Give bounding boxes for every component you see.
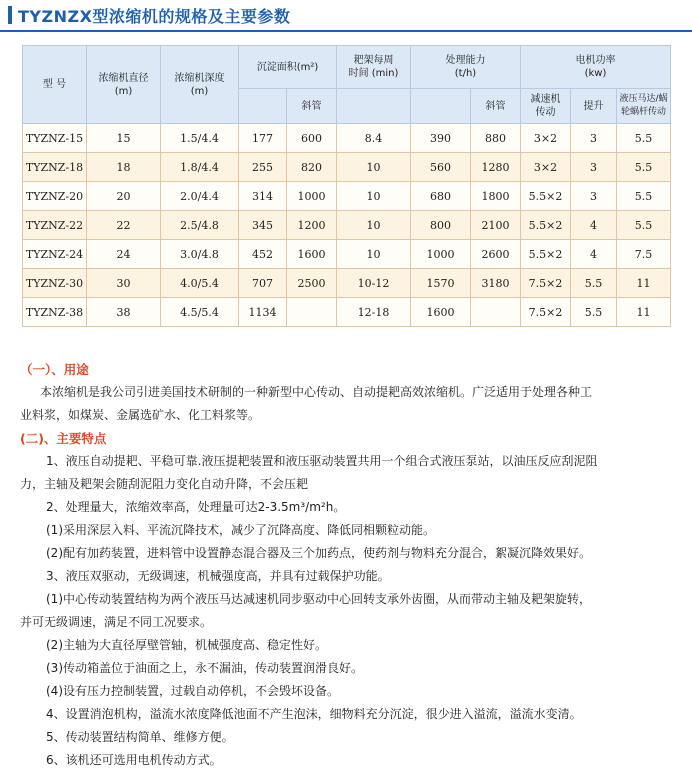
cell-power-reducer: 7.5×2 <box>521 269 571 298</box>
cell-capacity-tube: 2100 <box>471 211 521 240</box>
cell-model: TYZNZ-38 <box>23 298 87 327</box>
cell-power-hydraulic: 11 <box>617 269 671 298</box>
cell-power-lift: 3 <box>571 153 617 182</box>
cell-model: TYZNZ-22 <box>23 211 87 240</box>
header-area: 沉淀面积(m²) <box>239 46 337 89</box>
page-header <box>0 0 692 32</box>
table-row <box>23 211 671 240</box>
cell-depth: 3.0/4.8 <box>161 240 239 269</box>
cell-area: 177 <box>239 124 287 153</box>
cell-area: 707 <box>239 269 287 298</box>
header-depth: 浓缩机深度 (m) <box>161 46 239 124</box>
cell-area: 314 <box>239 182 287 211</box>
cell-power-lift: 4 <box>571 211 617 240</box>
cell-rake: 10 <box>337 211 411 240</box>
feature-item: 6、该机还可选用电机传动方式。 <box>46 753 222 767</box>
cell-area-tube: 2500 <box>287 269 337 298</box>
feature-item: 力，主轴及耙架会随刮泥阻力变化自动升降，不会压耙 <box>20 477 309 491</box>
table-row <box>23 269 671 298</box>
feature-item: 1、液压自动提耙、平稳可靠.液压提耙装置和液压驱动装置共用一个组合式液压泵站，以油压反应刮泥阻 <box>46 454 598 468</box>
cell-model: TYZNZ-15 <box>23 124 87 153</box>
cell-capacity: 1000 <box>411 240 471 269</box>
cell-capacity: 800 <box>411 211 471 240</box>
cell-area-tube: 600 <box>287 124 337 153</box>
header-area-main <box>239 89 287 124</box>
cell-power-lift: 3 <box>571 124 617 153</box>
cell-diameter: 20 <box>87 182 161 211</box>
cell-power-lift: 3 <box>571 182 617 211</box>
cell-area-tube: 1000 <box>287 182 337 211</box>
feature-item: 3、液压双驱动，无级调速，机械强度高，并具有过载保护功能。 <box>46 569 390 583</box>
cell-power-hydraulic: 5.5 <box>617 153 671 182</box>
cell-diameter: 18 <box>87 153 161 182</box>
cell-rake: 10-12 <box>337 269 411 298</box>
feature-item: 5、传动装置结构简单、维修方便。 <box>46 730 234 744</box>
cell-power-reducer: 5.5×2 <box>521 240 571 269</box>
spec-table <box>22 45 671 327</box>
cell-depth: 4.0/5.4 <box>161 269 239 298</box>
cell-depth: 2.0/4.4 <box>161 182 239 211</box>
feature-item: (2)主轴为大直径厚壁管轴，机械强度高、稳定性好。 <box>46 638 328 652</box>
table-row <box>23 298 671 327</box>
cell-diameter: 22 <box>87 211 161 240</box>
cell-diameter: 38 <box>87 298 161 327</box>
header-capacity: 处理能力 (t/h) <box>411 46 521 89</box>
feature-item: 2、处理量大，浓缩效率高，处理量可达2-3.5m³/m²h。 <box>46 500 346 514</box>
cell-depth: 1.8/4.4 <box>161 153 239 182</box>
cell-power-reducer: 5.5×2 <box>521 211 571 240</box>
cell-power-hydraulic: 11 <box>617 298 671 327</box>
feature-item: (1)采用深层入料、平流沉降技术，减少了沉降高度、降低同相颗粒动能。 <box>46 523 436 537</box>
feature-item: 并可无级调速，满足不同工况要求。 <box>20 615 213 629</box>
usage-heading: （一）、用途 <box>20 362 89 377</box>
cell-model: TYZNZ-18 <box>23 153 87 182</box>
cell-depth: 1.5/4.4 <box>161 124 239 153</box>
cell-capacity-tube: 2600 <box>471 240 521 269</box>
cell-capacity-tube: 1800 <box>471 182 521 211</box>
cell-area: 345 <box>239 211 287 240</box>
cell-capacity: 560 <box>411 153 471 182</box>
feature-item: 4、设置消泡机构，溢流水浓度降低池面不产生泡沫，细物料充分沉淀，很少进入溢流，溢流水变清。 <box>46 707 582 721</box>
cell-diameter: 30 <box>87 269 161 298</box>
cell-rake: 8.4 <box>337 124 411 153</box>
usage-text-line: 本浓缩机是我公司引进美国技术研制的一种新型中心传动、自动提耙高效浓缩机。广泛适用于处理各种工 <box>40 385 593 399</box>
cell-power-reducer: 3×2 <box>521 153 571 182</box>
header-power-lift: 提升 <box>571 89 617 124</box>
cell-area-tube: 1600 <box>287 240 337 269</box>
cell-power-hydraulic: 5.5 <box>617 182 671 211</box>
header-power: 电机功率 (kw) <box>521 46 671 89</box>
header-rake: 耙架每周 时间 (min) <box>337 46 411 89</box>
header-area-tube: 斜管 <box>287 89 337 124</box>
cell-rake: 10 <box>337 153 411 182</box>
header-model: 型 号 <box>23 46 87 124</box>
cell-diameter: 15 <box>87 124 161 153</box>
cell-power-hydraulic: 5.5 <box>617 211 671 240</box>
header-power-reducer: 减速机 传动 <box>521 89 571 124</box>
cell-capacity: 390 <box>411 124 471 153</box>
title-accent-bar <box>8 6 12 24</box>
cell-power-reducer: 7.5×2 <box>521 298 571 327</box>
cell-model: TYZNZ-20 <box>23 182 87 211</box>
page-title: TYZNZX型浓缩机的规格及主要参数 <box>18 7 291 26</box>
description-section <box>0 358 692 772</box>
cell-capacity-tube <box>471 298 521 327</box>
cell-area-tube: 1200 <box>287 211 337 240</box>
cell-power-lift: 4 <box>571 240 617 269</box>
header-capacity-tube: 斜管 <box>471 89 521 124</box>
cell-diameter: 24 <box>87 240 161 269</box>
header-power-hydraulic: 液压马达/蜗 轮蜗杆传动 <box>617 89 671 124</box>
table-row <box>23 153 671 182</box>
cell-area: 1134 <box>239 298 287 327</box>
cell-power-reducer: 5.5×2 <box>521 182 571 211</box>
features-heading: (二)、主要特点 <box>20 431 107 446</box>
cell-capacity-tube: 1280 <box>471 153 521 182</box>
cell-rake: 10 <box>337 240 411 269</box>
cell-power-hydraulic: 7.5 <box>617 240 671 269</box>
feature-item: (3)传动箱盖位于油面之上，永不漏油，传动装置润滑良好。 <box>46 661 364 675</box>
cell-depth: 2.5/4.8 <box>161 211 239 240</box>
cell-power-hydraulic: 5.5 <box>617 124 671 153</box>
cell-rake: 10 <box>337 182 411 211</box>
cell-power-lift: 5.5 <box>571 298 617 327</box>
cell-model: TYZNZ-30 <box>23 269 87 298</box>
feature-item: (4)设有压力控制装置，过载自动停机，不会毁坏设备。 <box>46 684 340 698</box>
cell-model: TYZNZ-24 <box>23 240 87 269</box>
cell-power-reducer: 3×2 <box>521 124 571 153</box>
cell-power-lift: 5.5 <box>571 269 617 298</box>
header-diameter: 浓缩机直径 (m) <box>87 46 161 124</box>
feature-item: (2)配有加药装置，进料管中设置静态混合器及三个加药点，使药剂与物料充分混合，絮凝沉降效果好。 <box>46 546 592 560</box>
cell-area: 452 <box>239 240 287 269</box>
table-row <box>23 182 671 211</box>
cell-capacity-tube: 3180 <box>471 269 521 298</box>
cell-capacity: 680 <box>411 182 471 211</box>
cell-capacity: 1570 <box>411 269 471 298</box>
cell-capacity-tube: 880 <box>471 124 521 153</box>
cell-area-tube <box>287 298 337 327</box>
feature-item: (1)中心传动装置结构为两个液压马达减速机同步驱动中心回转支承外齿圈，从而带动主轴及耙架旋转， <box>46 592 592 606</box>
header-rake-empty <box>337 89 411 124</box>
header-capacity-main <box>411 89 471 124</box>
cell-rake: 12-18 <box>337 298 411 327</box>
cell-area: 255 <box>239 153 287 182</box>
table-row <box>23 124 671 153</box>
usage-text-line: 业料浆，如煤炭、金属选矿水、化工料浆等。 <box>20 408 261 422</box>
table-row <box>23 240 671 269</box>
cell-depth: 4.5/5.4 <box>161 298 239 327</box>
cell-capacity: 1600 <box>411 298 471 327</box>
cell-area-tube: 820 <box>287 153 337 182</box>
